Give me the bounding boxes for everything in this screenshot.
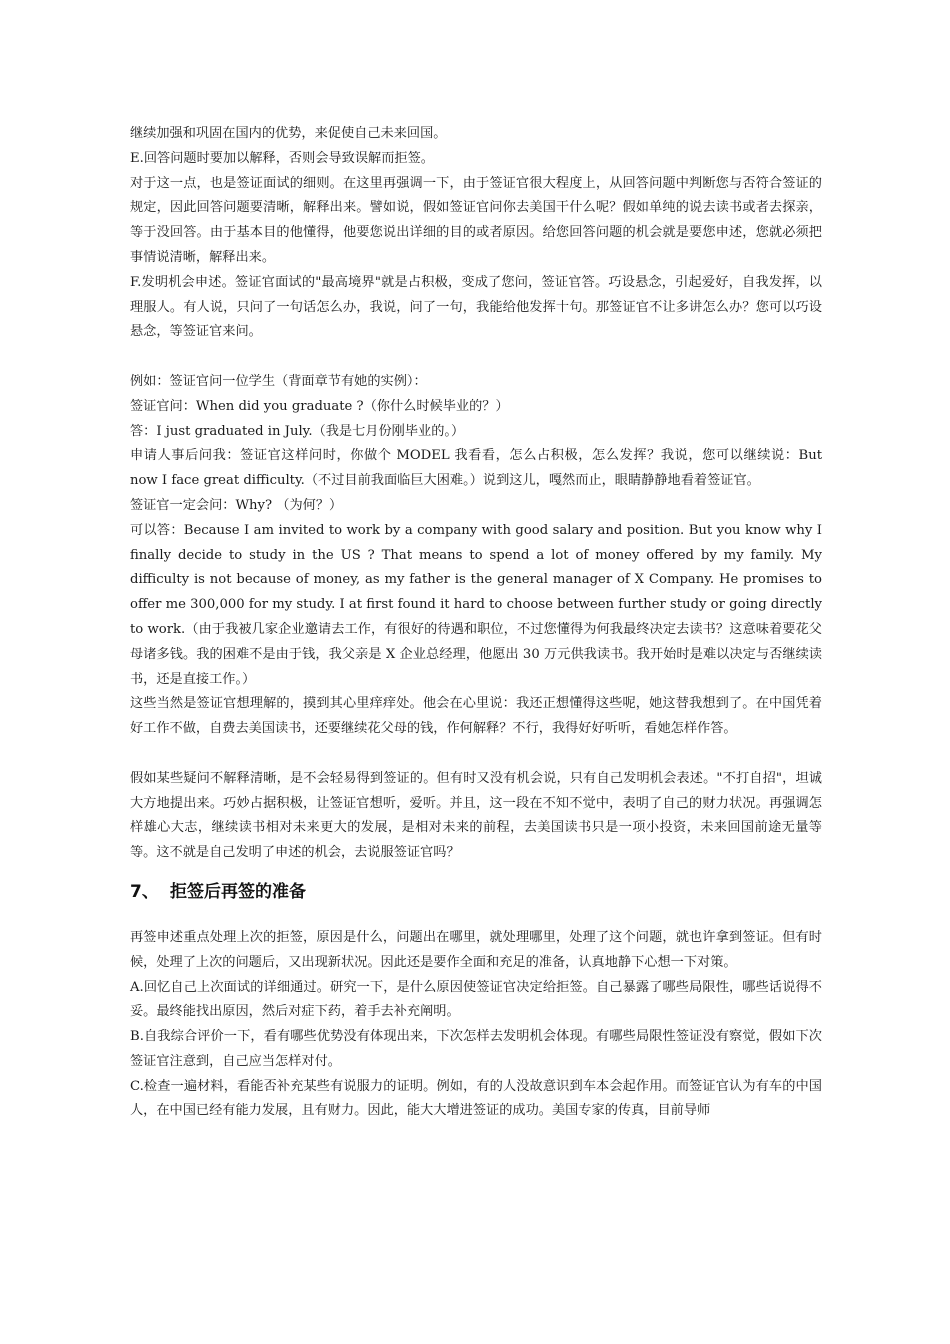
paragraph: 例如：签证官问一位学生（背面章节有她的实例）： [130,373,427,389]
paragraph: 签证官一定会问：Why? （为何？） [130,497,343,513]
section-number: 7、 [130,881,159,902]
paragraph: 答：I just graduated in July.（我是七月份刚毕业的。） [130,423,465,439]
paragraph: 再签申述重点处理上次的拒签，原因是什么，问题出在哪里，就处理哪里，处理了这个问题，就也许拿到签证。但有时候，处理了上次的问题后，又出现新状况。因此还是要作全面和充足的准备，认真地静下心想一下对策。 [130,929,822,970]
paragraph: 继续加强和巩固在国内的优势，来促使自己未来回国。 [130,126,447,141]
section-title: 拒签后再签的准备 [170,881,306,902]
paragraph: 签证官问：When did you graduate ?（你什么时候毕业的？） [130,398,509,414]
paragraph-gap [130,345,822,370]
paragraph: F.发明机会申述。签证官面试的"最高境界"就是占积极，变成了您问，签证官答。巧设悬念，引起爱好，自我发挥，以理服人。有人说，只问了一句话怎么办，我说，问了一句，我能给他发挥十句。那签证官不让多讲怎么办？您可以巧设悬念，等签证官来问。 [130,274,822,340]
paragraph: B.自我综合评价一下，看有哪些优势没有体现出来，下次怎样去发明机会体现。有哪些局限性签证没有察觉，假如下次签证官注意到，自己应当怎样对付。 [130,1029,822,1069]
section-heading [130,880,822,904]
paragraph: 假如某些疑问不解释清晰，是不会轻易得到签证的。但有时又没有机会说，只有自己发明机会表述。"不打自招"，坦诚大方地提出来。巧妙占据积极，让签证官想听，爱听。并且，这一段在不知不觉中，表明了自己的财力状况。再强调怎样雄心大志，继续读书相对未来更大的发展，是相对未来的前程，去美国读书只是一项小投资，未来回国前途无量等等。这不就是自己发明了申述的机会，去说服签证官吗？ [130,770,822,861]
paragraph-gap [130,742,822,767]
paragraph: 申请人事后问我：签证官这样问时，你做个 MODEL 我看看，怎么占积极，怎么发挥？我说，您可以继续说：But now I face great difficulty.（不过目前我面临巨大困难。）说到这儿，嘎然而止，眼睛静静地看着签证官。 [130,448,822,489]
paragraph: 这些当然是签证官想理解的，摸到其心里痒痒处。他会在心里说：我还正想懂得这些呢，她这替我想到了。在中国凭着好工作不做，自费去美国读书，还要继续花父母的钱，作何解释？不行，我得好好听听，看她怎样作答。 [130,696,822,737]
paragraph: 可以答：Because I am invited to work by a company with good salary and position. But you know why I finally decide to study in the US ? That means to spend a lot of money offered by my family. My difficulty is not because of money, as my father is the general manager of X Company. He promises to offer me 300,000 for my study. I at first found it hard to choose between further study or going directly to work.（由于我被几家企业邀请去工作，有很好的待遇和职位，不过您懂得为何我最终决定去读书？这意味着要花父母诸多钱。我的困难不是由于钱，我父亲是 X 企业总经理，他愿出 30 万元供我读书。我开始时是难以决定与否继续读书，还是直接工作。） [130,522,822,687]
document-page [130,122,822,1124]
paragraph: 对于这一点，也是签证面试的细则。在这里再强调一下，由于签证官很大程度上，从回答问题中判断您与否符合签证的规定，因此回答问题要清晰，解释出来。譬如说，假如签证官问你去美国干什么呢？假如单纯的说去读书或者去探亲，等于没回答。由于基本目的他懂得，他要您说出详细的目的或者原因。给您回答问题的机会就是要您申述，您就必须把事情说清晰，解释出来。 [130,175,822,265]
paragraph: E.回答问题时要加以解释，否则会导致误解而拒签。 [130,150,434,166]
paragraph: A.回忆自己上次面试的详细通过。研究一下，是什么原因使签证官决定给拒签。自己暴露了哪些局限性，哪些话说得不妥。最终能找出原因，然后对症下药，着手去补充阐明。 [130,979,822,1020]
paragraph: C.检查一遍材料，看能否补充某些有说服力的证明。例如，有的人没故意识到车本会起作用。而签证官认为有车的中国人，在中国已经有能力发展，且有财力。因此，能大大增进签证的成功。美国专家的传真，目前导师 [130,1078,822,1119]
